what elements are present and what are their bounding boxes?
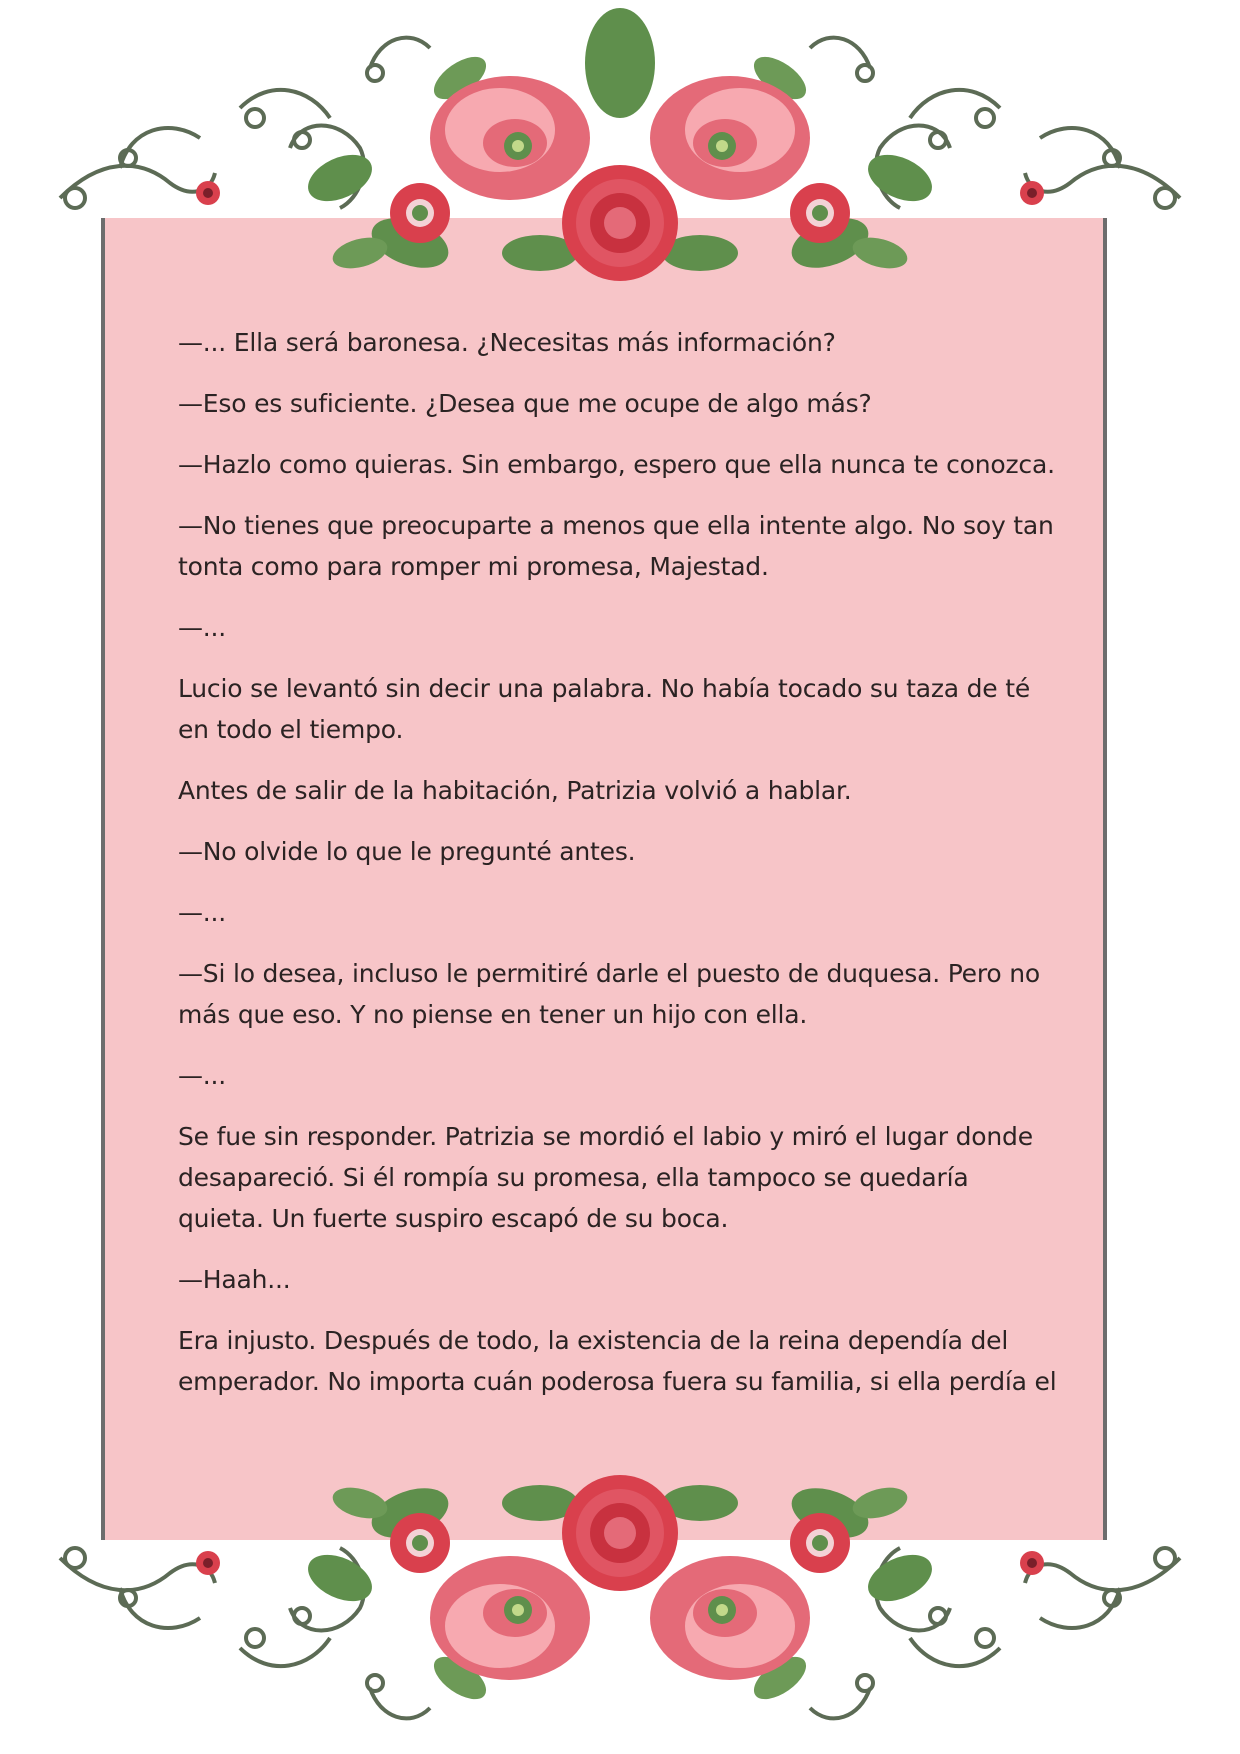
- paragraph: Se fue sin responder. Patrizia se mordió el labio y miró el lugar donde desapareció. Si él rompía su promesa, ella tampoco se quedaría quieta. Un fuerte suspiro escapó de su boca.: [178, 1122, 1033, 1233]
- paragraph: Era injusto. Después de todo, la existencia de la reina dependía del emperador. No importa cuán poderosa fuera su familia, si ella perdía el: [178, 1326, 1057, 1396]
- paragraph: Antes de salir de la habitación, Patrizia volvió a hablar.: [178, 776, 852, 805]
- floral-ornament-top: [40, 8, 1200, 338]
- story-text: [178, 322, 1058, 1422]
- paragraph: —Haah...: [178, 1265, 291, 1294]
- floral-ornament-bottom: [40, 1418, 1200, 1748]
- paragraph: —No tienes que preocuparte a menos que ella intente algo. No soy tan tonta como para romper mi promesa, Majestad.: [178, 511, 1054, 581]
- paragraph: —...: [178, 1061, 227, 1090]
- paragraph: —Hazlo como quieras. Sin embargo, espero que ella nunca te conozca.: [178, 450, 1055, 479]
- paragraph: —... Ella será baronesa. ¿Necesitas más información?: [178, 328, 836, 357]
- paragraph: —...: [178, 613, 227, 642]
- paragraph: —Eso es suficiente. ¿Desea que me ocupe de algo más?: [178, 389, 872, 418]
- paragraph: —...: [178, 898, 227, 927]
- paragraph: —Si lo desea, incluso le permitiré darle el puesto de duquesa. Pero no más que eso. Y no piense en tener un hijo con ella.: [178, 959, 1040, 1029]
- paragraph: Lucio se levantó sin decir una palabra. No había tocado su taza de té en todo el tiempo.: [178, 674, 1031, 744]
- paragraph: —No olvide lo que le pregunté antes.: [178, 837, 636, 866]
